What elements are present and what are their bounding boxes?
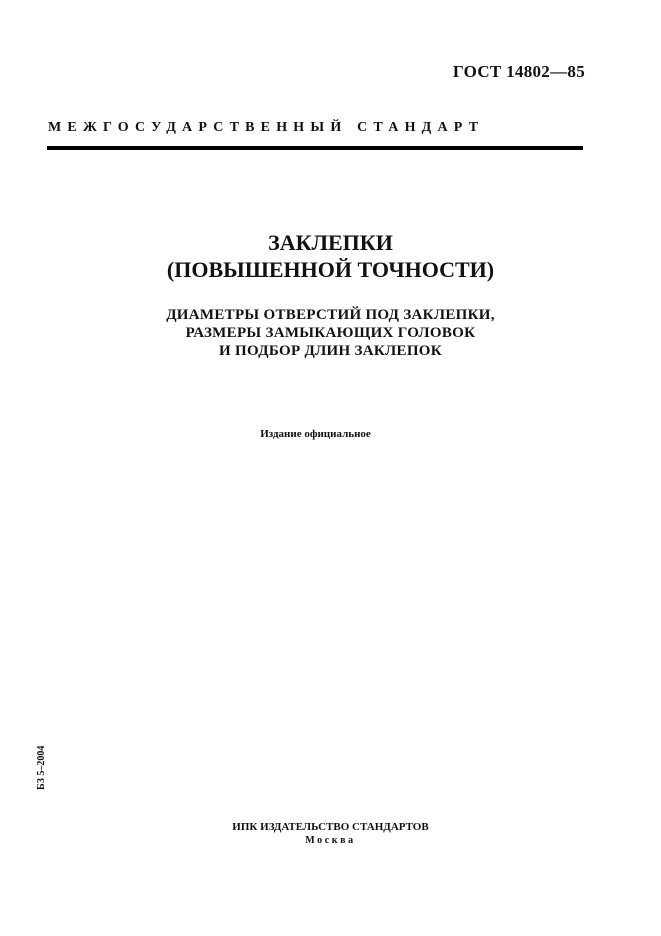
subtitle-line-2: РАЗМЕРЫ ЗАМЫКАЮЩИХ ГОЛОВОК bbox=[185, 325, 476, 341]
interstate-standard-label: МЕЖГОСУДАРСТВЕННЫЙ СТАНДАРТ bbox=[48, 120, 485, 135]
edition-note: Издание официальное bbox=[260, 428, 371, 440]
subtitle-line-1: ДИАМЕТРЫ ОТВЕРСТИЙ ПОД ЗАКЛЕПКИ, bbox=[166, 307, 495, 323]
publisher-city: Москва bbox=[305, 835, 356, 846]
document-subtitle bbox=[0, 306, 661, 360]
side-code: БЗ 5–2004 bbox=[36, 745, 47, 790]
subtitle-line-3: И ПОДБОР ДЛИН ЗАКЛЕПОК bbox=[219, 343, 442, 359]
publisher-name: ИПК ИЗДАТЕЛЬСТВО СТАНДАРТОВ bbox=[232, 821, 429, 833]
title-line-2: (ПОВЫШЕННОЙ ТОЧНОСТИ) bbox=[166, 257, 495, 282]
publisher bbox=[0, 820, 661, 848]
title-line-1: ЗАКЛЕПКИ bbox=[268, 230, 393, 255]
document-title bbox=[0, 229, 661, 283]
gost-number: ГОСТ 14802—85 bbox=[452, 62, 585, 81]
header-divider bbox=[47, 146, 583, 150]
